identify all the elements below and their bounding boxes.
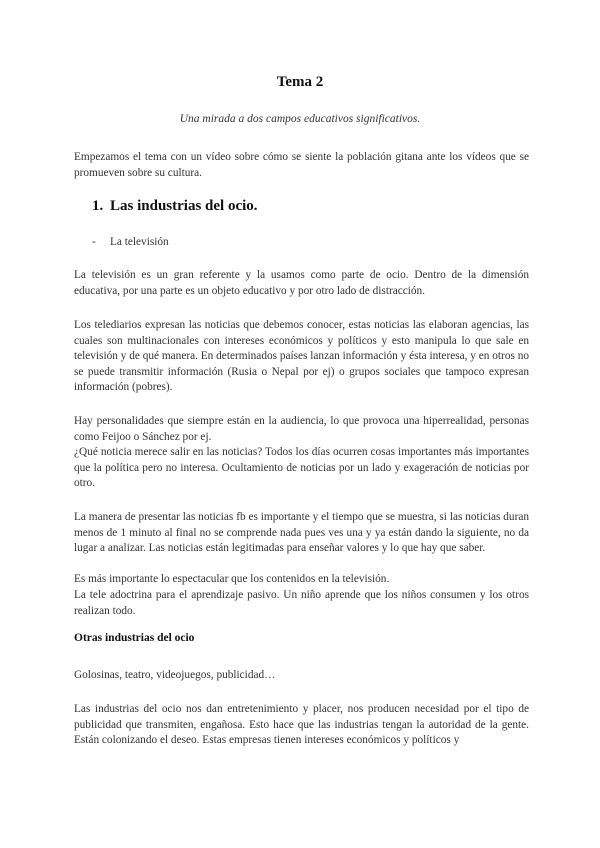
paragraph-telediarios: Los telediarios expresan las noticias que debemos conocer, estas noticias las elaboran agencias, las cuales son multinacionales con intereses económicos y políticos y esto manipula lo que sale en televisión y de qué manera. En determinados países lanzan información y ésta interesa, y en otros no se puede transmitir información (Rusia o Nepal por ej) o grupos sociales que tampoco expresan información (pobres).	[74, 319, 529, 393]
paragraph-que-noticia: ¿Qué noticia merece salir en las noticias? Todos los días ocurren cosas importantes más importantes que la política pero no interesa. Ocultamiento de noticias por un lado y exageración de noticias por otro.	[74, 446, 529, 489]
paragraph-manera-presentar: La manera de presentar las noticias fb es importante y el tiempo que se muestra, si las noticias duran menos de 1 minuto al final no se comprende nada pues ves una y ya están dando la siguiente, no da lugar a analizar. Las noticias están legitimadas para enseñar valores y lo que hay que saber.	[74, 511, 529, 554]
paragraph-industrias-ocio: Las industrias del ocio nos dan entretenimiento y placer, nos producen necesidad por el tipo de publicidad que transmiten, engañosa. Esto hace que las industrias tengan la autoridad de la gente. Están colonizando el deseo. Estas empresas tienen intereses económicos y políticos y	[74, 703, 529, 746]
section-heading-text: Las industrias del ocio.	[110, 198, 258, 214]
document-subtitle: Una mirada a dos campos educativos significativos.	[179, 113, 421, 125]
paragraph-espectacular: Es más importante lo espectacular que los contenidos en la televisión.	[74, 573, 390, 585]
section-heading	[92, 198, 258, 215]
paragraph-golosinas: Golosinas, teatro, videojuegos, publicidad…	[74, 669, 276, 681]
subheading-otras-industrias: Otras industrias del ocio	[74, 632, 195, 644]
intro-paragraph: Empezamos el tema con un vídeo sobre cómo se siente la población gitana ante los vídeos que se promueven sobre su cultura.	[74, 151, 529, 179]
bullet-marker: -	[92, 236, 96, 248]
bullet-item	[92, 236, 169, 248]
section-number: 1.	[92, 198, 104, 214]
document-title: Tema 2	[276, 74, 324, 90]
paragraph-tele-adoctrina: La tele adoctrina para el aprendizaje pasivo. Un niño aprende que los niños consumen y los otros realizan todo.	[74, 589, 529, 617]
paragraph-personalidades: Hay personalidades que siempre están en la audiencia, lo que provoca una hiperrealidad, personas como Feijoo o Sánchez por ej.	[74, 415, 529, 443]
bullet-text: La televisión	[110, 236, 169, 248]
paragraph-television: La televisión es un gran referente y la usamos como parte de ocio. Dentro de la dimensión educativa, por una parte es un objeto educativo y por otro lado de distracción.	[74, 269, 529, 297]
